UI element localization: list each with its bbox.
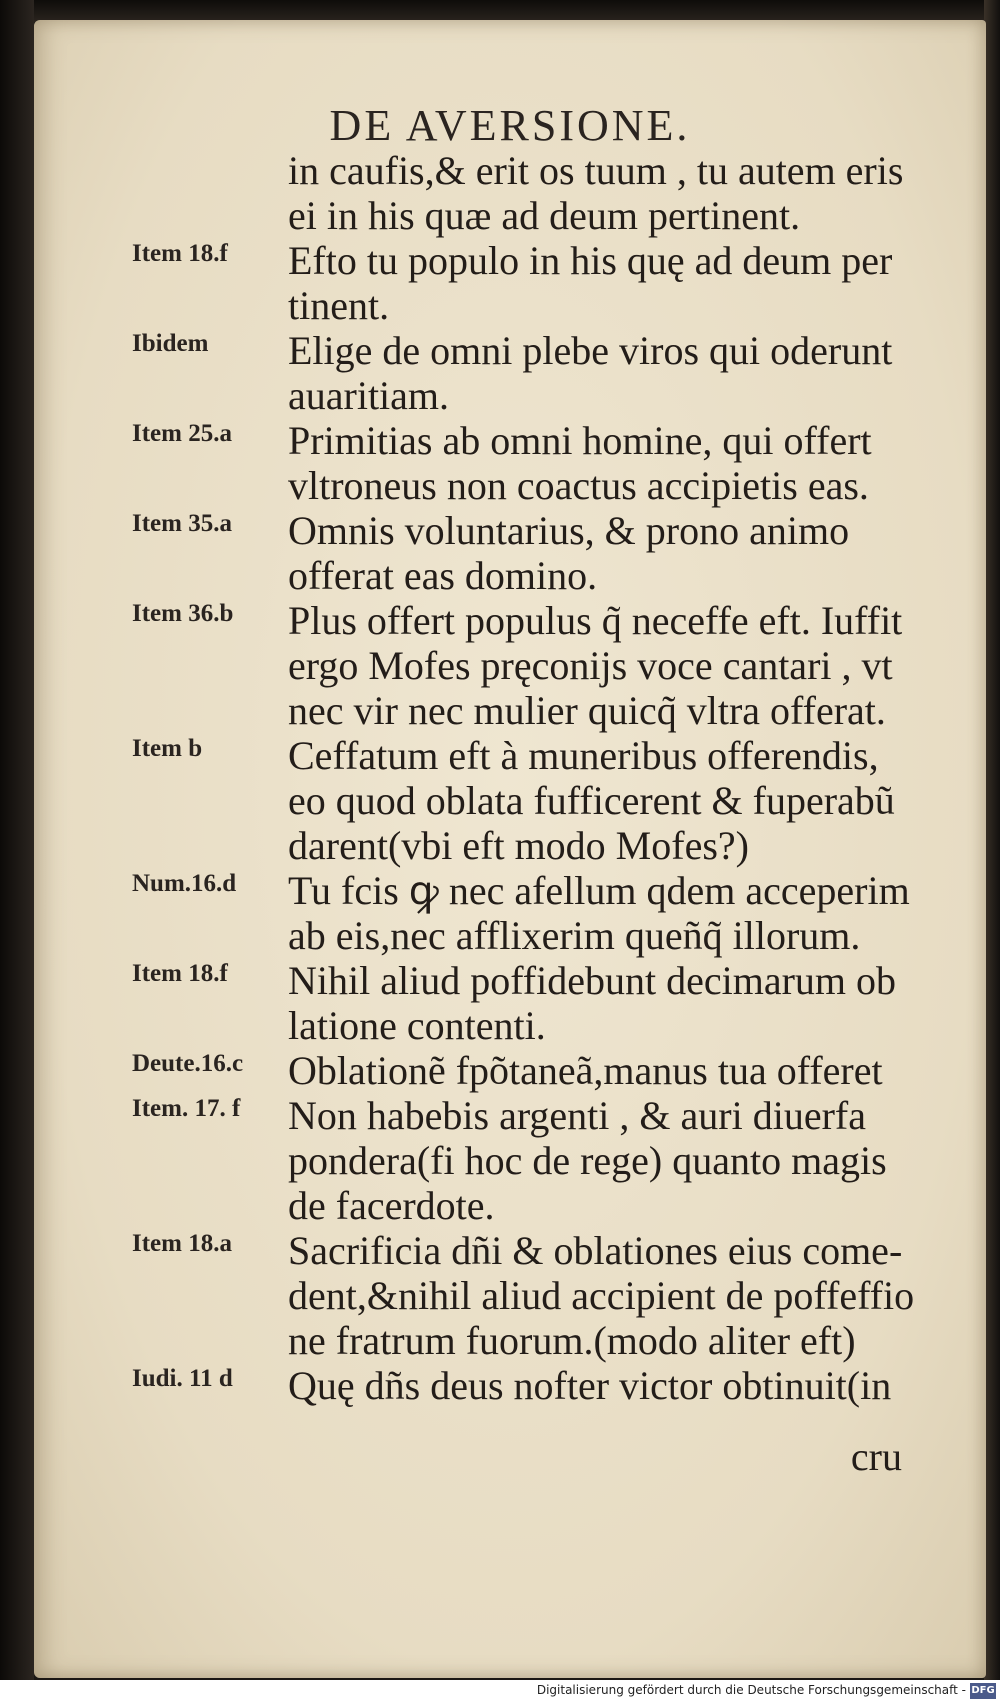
text-line: Oblationẽ fpõtaneã,manus tua offeret: [288, 1048, 883, 1093]
text-line: dent,&nihil aliud accipient de poffeffio: [288, 1273, 915, 1318]
text-line: Sacrificia dñi & oblationes eius come-: [288, 1228, 903, 1273]
marginal-reference: Item 18.f: [132, 960, 228, 987]
text-line: ne fratrum fuorum.(modo aliter eft): [288, 1318, 856, 1363]
text-line: ab eis,nec afflixerim queñq̃ illorum.: [288, 913, 861, 958]
text-line: vltroneus non coactus accipietis eas.: [288, 463, 869, 508]
text-line: darent(vbi eft modo Mofes?): [288, 823, 749, 868]
running-head: DE AVERSIONE.: [329, 101, 691, 150]
text-line: pondera(fi hoc de rege) quanto magis: [288, 1138, 887, 1183]
text-line: Ceffatum eft à muneribus offerendis,: [288, 733, 879, 778]
marginal-reference: Item. 17. f: [132, 1095, 241, 1122]
marginal-reference: Item 18.f: [132, 240, 228, 267]
text-line: Plus offert populus q̃ neceffe eft. Iuffit: [288, 598, 903, 643]
book-edge-top: [0, 0, 1000, 22]
text-line: ei in his quæ ad deum pertinent.: [288, 193, 801, 238]
text-line: eo quod oblata fufficerent & fuperabũ: [288, 778, 895, 823]
text-line: Omnis voluntarius, & prono animo: [288, 508, 850, 553]
marginal-reference: Item 25.a: [132, 420, 232, 447]
text-line: de facerdote.: [288, 1183, 495, 1228]
funding-notice: Digitalisierung gefördert durch die Deutsche Forschungsgemeinschaft -: [536, 1683, 966, 1697]
book-gutter: [0, 0, 34, 1703]
text-line: latione contenti.: [288, 1003, 546, 1048]
marginal-reference: Item 35.a: [132, 510, 232, 537]
marginal-reference: Deute.16.c: [132, 1050, 244, 1077]
text-line: auaritiam.: [288, 373, 450, 418]
text-line: Non habebis argenti , & auri diuerfa: [288, 1093, 866, 1138]
marginal-reference: Item b: [132, 735, 203, 762]
text-line: tinent.: [288, 283, 390, 328]
text-line: ergo Mofes pręconijs voce cantari , vt: [288, 643, 893, 688]
text-line: Elige de omni plebe viros qui oderunt: [288, 328, 893, 373]
book-page: [34, 20, 986, 1678]
text-line: Tu fcis ꝙ nec afellum qdem acceperim: [288, 868, 910, 913]
text-line: Primitias ab omni homine, qui offert: [288, 418, 872, 463]
marginal-reference: Item 18.a: [132, 1230, 232, 1257]
marginal-reference: Iudi. 11 d: [132, 1365, 233, 1392]
footer-bar: [0, 1680, 1000, 1703]
marginal-reference: Num.16.d: [132, 870, 237, 897]
text-line: in caufis,& erit os tuum , tu autem eris: [288, 148, 904, 193]
marginal-reference: Item 36.b: [132, 600, 234, 627]
text-line: Efto tu populo in his quę ad deum per: [288, 238, 893, 283]
catchword: cru: [850, 1434, 902, 1479]
marginal-reference: Ibidem: [132, 330, 209, 357]
main-text-block: [288, 148, 988, 1408]
text-line: Nihil aliud poffidebunt decimarum ob: [288, 958, 897, 1003]
dfg-logo: DFG: [970, 1683, 996, 1699]
text-line: Quę dñs deus nofter victor obtinuit(in: [288, 1363, 892, 1408]
text-line: nec vir nec mulier quicq̃ vltra offerat.: [288, 688, 886, 733]
text-line: offerat eas domino.: [288, 553, 598, 598]
